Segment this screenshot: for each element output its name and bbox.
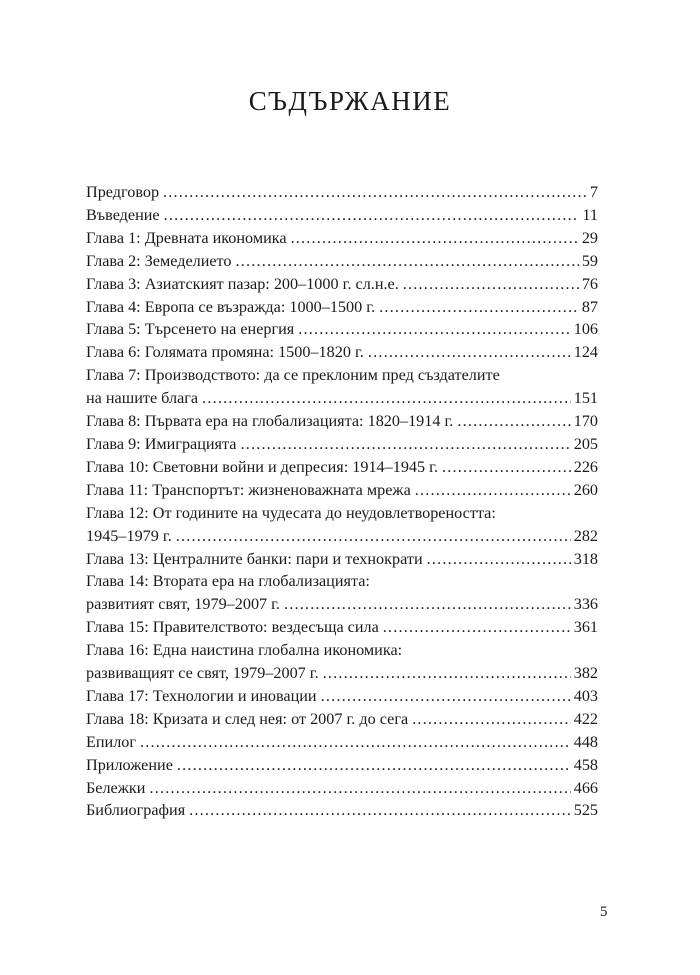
dot-leader (291, 227, 579, 250)
dot-leader (177, 754, 571, 777)
toc-entry-title: 1945–1979 г. (86, 526, 172, 545)
toc-entry-title: Глава 6: Голямата промяна: 1500–1820 г. (86, 343, 364, 362)
toc-entry-title: Библиография (86, 801, 186, 820)
toc-entry (86, 616, 598, 639)
toc-entry-row (86, 548, 598, 571)
toc-entry (86, 548, 598, 571)
toc-entry-title: Приложение (86, 755, 173, 774)
toc-entry-page: 226 (573, 457, 598, 476)
toc-entry-row (86, 799, 598, 822)
toc-entry-page: 170 (573, 412, 598, 431)
toc-entry-row (86, 181, 598, 204)
toc-entry-page: 59 (581, 251, 598, 270)
dot-leader (368, 341, 571, 364)
toc-entry (86, 364, 598, 410)
dot-leader (457, 410, 570, 433)
toc-entry-row (86, 318, 598, 341)
toc-entry (86, 685, 598, 708)
page-number: 5 (600, 904, 608, 920)
toc-entry (86, 318, 598, 341)
toc-entry-row (86, 593, 598, 616)
toc-entry (86, 204, 598, 227)
toc-entry-title: Въведение (86, 205, 160, 224)
dot-leader (202, 387, 571, 410)
toc-entry-title-line: Глава 14: Втората ера на глобализацията: (86, 572, 370, 591)
dot-leader (140, 731, 571, 754)
toc-entry-page: 361 (573, 618, 598, 637)
toc-entry-title: Глава 8: Първата ера на глобализацията: 1820–1914 г. (86, 412, 454, 431)
dot-leader (415, 479, 571, 502)
dot-leader (236, 250, 579, 273)
dot-leader (164, 204, 580, 227)
toc-entry-title: Глава 1: Древната икономика (86, 228, 287, 247)
toc-entry-page: 458 (573, 755, 598, 774)
toc-entry-title: Глава 18: Кризата и след нея: от 2007 г. до сега (86, 709, 409, 728)
toc-entry-title: Глава 10: Световни войни и депресия: 1914–1945 г. (86, 457, 439, 476)
toc-entry-row (86, 662, 598, 685)
toc-entry-title: Глава 11: Транспортът: жизненоважната мрежа (86, 480, 411, 499)
toc-entry-title: Бележки (86, 778, 146, 797)
toc-entry-page: 260 (573, 480, 598, 499)
toc-entry-page: 382 (573, 664, 598, 683)
dot-leader (427, 548, 571, 571)
dot-leader (321, 685, 571, 708)
dot-leader (442, 456, 571, 479)
toc-entry-page: 7 (589, 183, 598, 201)
dot-leader (149, 777, 570, 800)
toc-entry-page: 422 (573, 709, 598, 728)
toc-entry-title: развитият свят, 1979–2007 г. (86, 595, 281, 614)
dot-leader (412, 708, 571, 731)
toc-entry (86, 456, 598, 479)
toc-entry-row (86, 250, 598, 273)
toc-entry (86, 639, 598, 685)
toc-entry-row (86, 731, 598, 754)
toc-entry (86, 181, 598, 204)
toc-entry-row (86, 273, 598, 296)
toc-entry-title: Глава 5: Търсенето на енергия (86, 320, 295, 339)
toc-entry (86, 799, 598, 822)
toc-entry-page: 29 (581, 228, 598, 247)
toc-entry-title: Глава 9: Имиграцията (86, 434, 237, 453)
toc-entry-row (86, 777, 598, 800)
toc-entry-page: 403 (573, 686, 598, 705)
toc-entry-page: 205 (573, 434, 598, 453)
toc-entry-title: Епилог (86, 732, 137, 751)
toc-entry-page: 11 (582, 205, 598, 224)
toc-entry-title-line: Глава 12: От годините на чудесата до неудовлетвореността: (86, 503, 496, 522)
toc-entry-row (86, 204, 598, 227)
toc-entry (86, 479, 598, 502)
toc-entry-title: на нашите блага (86, 389, 199, 408)
toc-entry (86, 227, 598, 250)
dot-leader (284, 593, 571, 616)
dot-leader (176, 525, 571, 548)
toc-entry (86, 341, 598, 364)
toc-entry-page: 87 (581, 297, 598, 316)
toc-entry-page: 124 (573, 343, 598, 362)
toc-entry-title: Глава 13: Централните банки: пари и технократи (86, 549, 423, 568)
toc-entry-row (86, 708, 598, 731)
dot-leader (379, 296, 579, 319)
toc-entry (86, 433, 598, 456)
toc-entry (86, 708, 598, 731)
toc-entry-row (86, 433, 598, 456)
page-title: СЪДЪРЖАНИЕ (248, 86, 452, 116)
toc-entry-row (86, 456, 598, 479)
toc-entry-title: Глава 4: Европа се възражда: 1000–1500 г. (86, 297, 376, 316)
toc-entry-title: Глава 17: Технологии и иновации (86, 686, 317, 705)
toc-entry-page: 76 (581, 274, 598, 293)
toc-entry (86, 731, 598, 754)
toc-entry (86, 754, 598, 777)
toc-entry-row (86, 525, 598, 548)
toc-entry-page: 336 (573, 595, 598, 614)
toc-entry-title: Глава 2: Земеделието (86, 251, 232, 270)
table-of-contents (86, 181, 598, 822)
toc-entry-title: развиващият се свят, 1979–2007 г. (86, 664, 319, 683)
toc-entry-row (86, 685, 598, 708)
toc-entry-row (86, 227, 598, 250)
toc-entry-row (86, 387, 598, 410)
dot-leader (298, 318, 570, 341)
dot-leader (323, 662, 571, 685)
toc-entry-row (86, 616, 598, 639)
toc-entry-page: 282 (573, 526, 598, 545)
toc-entry-row (86, 479, 598, 502)
toc-entry-title: Глава 15: Правителството: вездесъща сила (86, 618, 379, 637)
dot-leader (163, 181, 587, 204)
toc-entry-row (86, 296, 598, 319)
toc-entry-row (86, 754, 598, 777)
toc-entry-row (86, 410, 598, 433)
dot-leader (189, 799, 571, 822)
toc-entry-title-line: Глава 16: Една наистина глобална икономика: (86, 641, 403, 660)
dot-leader (240, 433, 570, 456)
dot-leader (403, 273, 579, 296)
toc-entry-page: 466 (573, 778, 598, 797)
toc-entry (86, 570, 598, 616)
toc-entry-row (86, 341, 598, 364)
toc-entry (86, 273, 598, 296)
toc-entry (86, 502, 598, 548)
toc-entry-page: 525 (573, 801, 598, 820)
toc-entry (86, 296, 598, 319)
toc-entry-page: 448 (573, 732, 598, 751)
toc-entry-page: 318 (573, 549, 598, 568)
toc-entry (86, 250, 598, 273)
toc-entry-title: Глава 3: Азиатският пазар: 200–1000 г. сл.н.е. (86, 274, 399, 293)
toc-entry-title-line: Глава 7: Производството: да се преклоним пред създателите (86, 366, 500, 385)
dot-leader (383, 616, 571, 639)
toc-entry (86, 410, 598, 433)
toc-entry-page: 106 (573, 320, 598, 339)
toc-entry (86, 777, 598, 800)
toc-entry-page: 151 (573, 389, 598, 408)
toc-entry-title: Предговор (86, 183, 160, 201)
